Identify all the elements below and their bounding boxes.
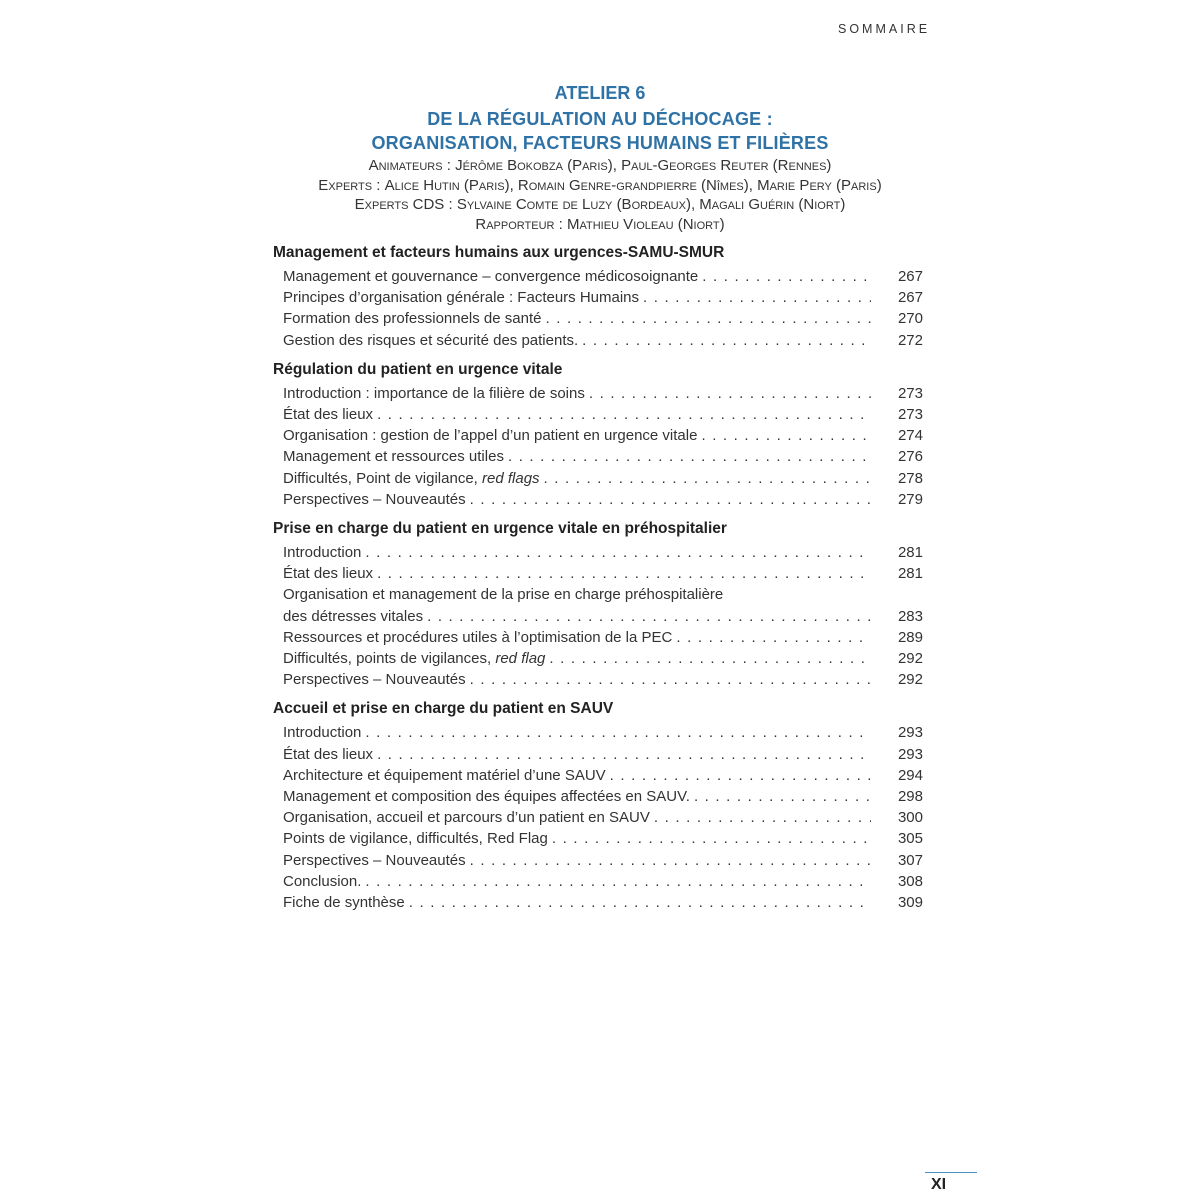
toc-entry-title-text: Difficultés, Point de vigilance, (283, 469, 478, 487)
toc-entry-page: 298 (897, 788, 923, 806)
toc-entry[interactable] (273, 669, 923, 690)
toc-entry-title-italic: red flags (482, 469, 540, 487)
dot-leader (552, 828, 871, 849)
toc-entry-page: 293 (897, 745, 923, 763)
dot-leader (643, 287, 871, 308)
toc-entry-title-text: Architecture et équipement matériel d’une SAUV (283, 766, 606, 784)
toc-section (273, 518, 923, 690)
toc-entry-title (283, 765, 606, 786)
toc-entry-title (283, 828, 548, 849)
toc-section-heading: Régulation du patient en urgence vitale (273, 360, 563, 378)
toc-entry-title-text: Perspectives – Nouveautés (283, 671, 466, 689)
dot-leader (365, 722, 871, 743)
toc-entry-title-text: Fiche de synthèse (283, 894, 405, 912)
toc-entry-title (283, 850, 466, 871)
dot-leader (470, 489, 871, 510)
contributor-line-experts-cds: Experts CDS : Sylvaine Comte de Luzy (Bordeaux), Magali Guérin (Niort) (354, 196, 846, 214)
toc-entry-title (283, 404, 373, 425)
toc-entry[interactable] (273, 404, 923, 425)
contributors (0, 156, 1200, 234)
toc-entry-title-text: État des lieux (283, 745, 374, 763)
toc-entry-title-text: Conclusion. (283, 872, 362, 890)
contributor-line-rapporteur: Rapporteur : Mathieu Violeau (Niort) (475, 215, 725, 233)
toc-entry-title (283, 383, 585, 404)
toc-entry-page: 293 (897, 724, 923, 742)
toc-entry[interactable] (273, 850, 923, 871)
toc-entry[interactable] (273, 765, 923, 786)
toc-entry-title-text: Introduction : importance de la filière de soins (283, 384, 585, 402)
toc-entry[interactable] (273, 563, 923, 584)
toc-entry-title (283, 892, 405, 913)
contributor-line-experts: Experts : Alice Hutin (Paris), Romain Genre-grandpierre (Nîmes), Marie Pery (Paris) (318, 176, 882, 194)
toc-entry-title (283, 807, 650, 828)
toc-entry[interactable] (273, 807, 923, 828)
toc-section-heading: Management et facteurs humains aux urgences-SAMU-SMUR (273, 244, 725, 261)
toc-entry-title-text: Perspectives – Nouveautés (283, 490, 466, 508)
dot-leader (589, 383, 871, 404)
toc-entry-page: 267 (897, 289, 923, 307)
toc-section-heading: Prise en charge du patient en urgence vitale en préhospitalier (273, 520, 727, 538)
toc-entry-title (283, 266, 698, 287)
dot-leader (377, 563, 871, 584)
atelier-title-line-1: DE LA RÉGULATION AU DÉCHOCAGE : (427, 109, 773, 129)
toc-entry-page: 270 (897, 310, 923, 328)
dot-leader (544, 468, 871, 489)
toc-entry[interactable] (273, 542, 923, 563)
toc-entry-title (283, 563, 373, 584)
contributor-people: Jérôme Bokobza (Paris), Paul-Georges Reuter (Rennes) (455, 157, 832, 174)
running-head: SOMMAIRE (838, 22, 931, 36)
dot-leader (365, 542, 871, 563)
toc-entry-title (283, 425, 697, 446)
dot-leader (701, 425, 871, 446)
toc-entry[interactable] (273, 330, 923, 351)
toc-entry[interactable] (273, 828, 923, 849)
toc-entry-title (283, 786, 690, 807)
toc-entry-page: 305 (897, 830, 923, 848)
atelier-heading (0, 82, 1200, 154)
toc-entry-title (283, 606, 423, 627)
toc-entry-title-italic: red flag (495, 650, 546, 668)
toc-entry-title (283, 468, 540, 489)
toc-entry[interactable] (273, 648, 923, 669)
toc-entry-title-line: Organisation et management de la prise en charge préhospitalière (283, 586, 724, 604)
toc-entry-title-text: Gestion des risques et sécurité des patients. (283, 331, 579, 349)
dot-leader (409, 892, 871, 913)
toc-entry-title (283, 542, 361, 563)
toc-entry[interactable] (273, 871, 923, 892)
toc-entry-page: 279 (897, 490, 923, 508)
dot-leader (582, 330, 871, 351)
toc-entry-page: 300 (897, 809, 923, 827)
toc-entry-title (283, 330, 578, 351)
toc-entry-title-text: Organisation : gestion de l’appel d’un patient en urgence vitale (283, 427, 698, 445)
toc-entry-title-text: Perspectives – Nouveautés (283, 851, 466, 869)
toc-entry-title-text: Formation des professionnels de santé (283, 310, 542, 328)
toc-entry-page: 273 (897, 384, 923, 402)
toc-entry-title-text: Difficultés, points de vigilances, (283, 650, 492, 668)
toc-entry[interactable] (273, 489, 923, 510)
toc-entry-title-text: Management et ressources utiles (283, 448, 504, 466)
toc-entry[interactable] (273, 606, 923, 627)
contributor-people: Sylvaine Comte de Luzy (Bordeaux), Magali Guérin (Niort) (456, 196, 846, 214)
toc-entry[interactable] (273, 383, 923, 404)
toc-entry-page: 276 (897, 448, 923, 466)
toc-entry-page: 307 (897, 851, 923, 869)
toc-entry[interactable] (273, 425, 923, 446)
contributor-people: Mathieu Violeau (Niort) (567, 215, 725, 233)
dot-leader (654, 807, 871, 828)
contributor-people: Alice Hutin (Paris), Romain Genre-grandpierre (Nîmes), Marie Pery (Paris) (384, 176, 882, 194)
toc-entry[interactable] (273, 744, 923, 765)
toc-entry-title-text: des détresses vitales (283, 607, 424, 625)
toc-entry[interactable] (273, 627, 923, 648)
dot-leader (365, 871, 871, 892)
toc-entry-title (283, 489, 466, 510)
toc-entry-title (283, 287, 639, 308)
toc-entry-page: 283 (897, 607, 923, 625)
toc-entry-title-text: Introduction (283, 724, 362, 742)
toc-entry-page: 294 (897, 766, 923, 784)
toc-entry-page: 289 (897, 628, 923, 646)
toc-entry-title-text: Management et composition des équipes affectées en SAUV. (283, 788, 690, 806)
atelier-title-line-2: ORGANISATION, FACTEURS HUMAINS ET FILIÈRES (371, 133, 829, 153)
dot-leader (377, 404, 871, 425)
dot-leader (545, 308, 871, 329)
contributor-role: Rapporteur (475, 215, 555, 233)
toc-entry-title-text: Principes d’organisation générale : Facteurs Humains (283, 289, 640, 307)
toc-entry-title (283, 446, 504, 467)
dot-leader (508, 446, 871, 467)
dot-leader (676, 627, 871, 648)
toc-entry-page: 292 (897, 671, 923, 689)
toc-entry-title (283, 871, 361, 892)
toc-entry-page: 281 (897, 565, 923, 583)
dot-leader (549, 648, 871, 669)
toc-entry-page: 273 (897, 406, 923, 424)
toc-entry-title-text: Ressources et procédures utiles à l’optimisation de la PEC (283, 628, 673, 646)
contributor-role: Experts CDS (354, 196, 445, 214)
toc-entry-page: 272 (897, 331, 923, 349)
toc-entry[interactable] (273, 468, 923, 489)
toc-entry-title-text: Organisation, accueil et parcours d’un patient en SAUV (283, 809, 650, 827)
toc-entry-page: 274 (897, 427, 923, 445)
toc-entry-title (283, 627, 672, 648)
toc-entry[interactable] (273, 786, 923, 807)
toc-entry-title (283, 744, 373, 765)
dot-leader (427, 606, 871, 627)
toc-section (273, 242, 923, 351)
toc-entry-title (283, 648, 545, 669)
toc-entry-title-text: État des lieux (283, 406, 374, 424)
toc-section (273, 359, 923, 510)
toc-entry-title (283, 669, 466, 690)
atelier-number: ATELIER 6 (554, 83, 646, 103)
dot-leader (377, 744, 871, 765)
toc-entry[interactable] (273, 266, 923, 287)
toc-section-heading: Accueil et prise en charge du patient en SAUV (273, 700, 614, 718)
toc-section (273, 698, 923, 913)
toc-entry-page: 267 (897, 268, 923, 285)
page-number: XI (931, 1176, 947, 1193)
toc-entry-title-text: Management et gouvernance – convergence médicosoignante (283, 268, 699, 285)
dot-leader (694, 786, 871, 807)
toc-entry-page: 281 (897, 544, 923, 562)
contributor-role: Experts (318, 176, 373, 194)
dot-leader (470, 850, 871, 871)
dot-leader (610, 765, 871, 786)
toc-entry-page: 278 (897, 469, 923, 487)
toc-entry[interactable] (273, 722, 923, 743)
toc-entry-title-text: État des lieux (283, 565, 374, 583)
toc-entry-title-text: Points de vigilance, difficultés, Red Flag (283, 830, 548, 848)
toc-entry[interactable] (273, 446, 923, 467)
dot-leader (702, 266, 871, 287)
toc-entry[interactable] (273, 287, 923, 308)
folio-rule (925, 1172, 977, 1173)
toc-entry-page: 309 (897, 894, 923, 912)
toc-entry-page: 308 (897, 872, 923, 890)
toc-entry-title (283, 722, 361, 743)
contributor-role: Animateurs (368, 157, 443, 174)
dot-leader (470, 669, 871, 690)
toc-entry-title-text: Introduction (283, 544, 362, 562)
toc-entry-page: 292 (897, 650, 923, 668)
table-of-contents (273, 242, 923, 921)
toc-entry-title (283, 308, 541, 329)
toc-entry[interactable] (273, 892, 923, 913)
contributor-line-animateurs: Animateurs : Jérôme Bokobza (Paris), Paul-Georges Reuter (Rennes) (368, 157, 832, 174)
toc-entry[interactable] (273, 308, 923, 329)
